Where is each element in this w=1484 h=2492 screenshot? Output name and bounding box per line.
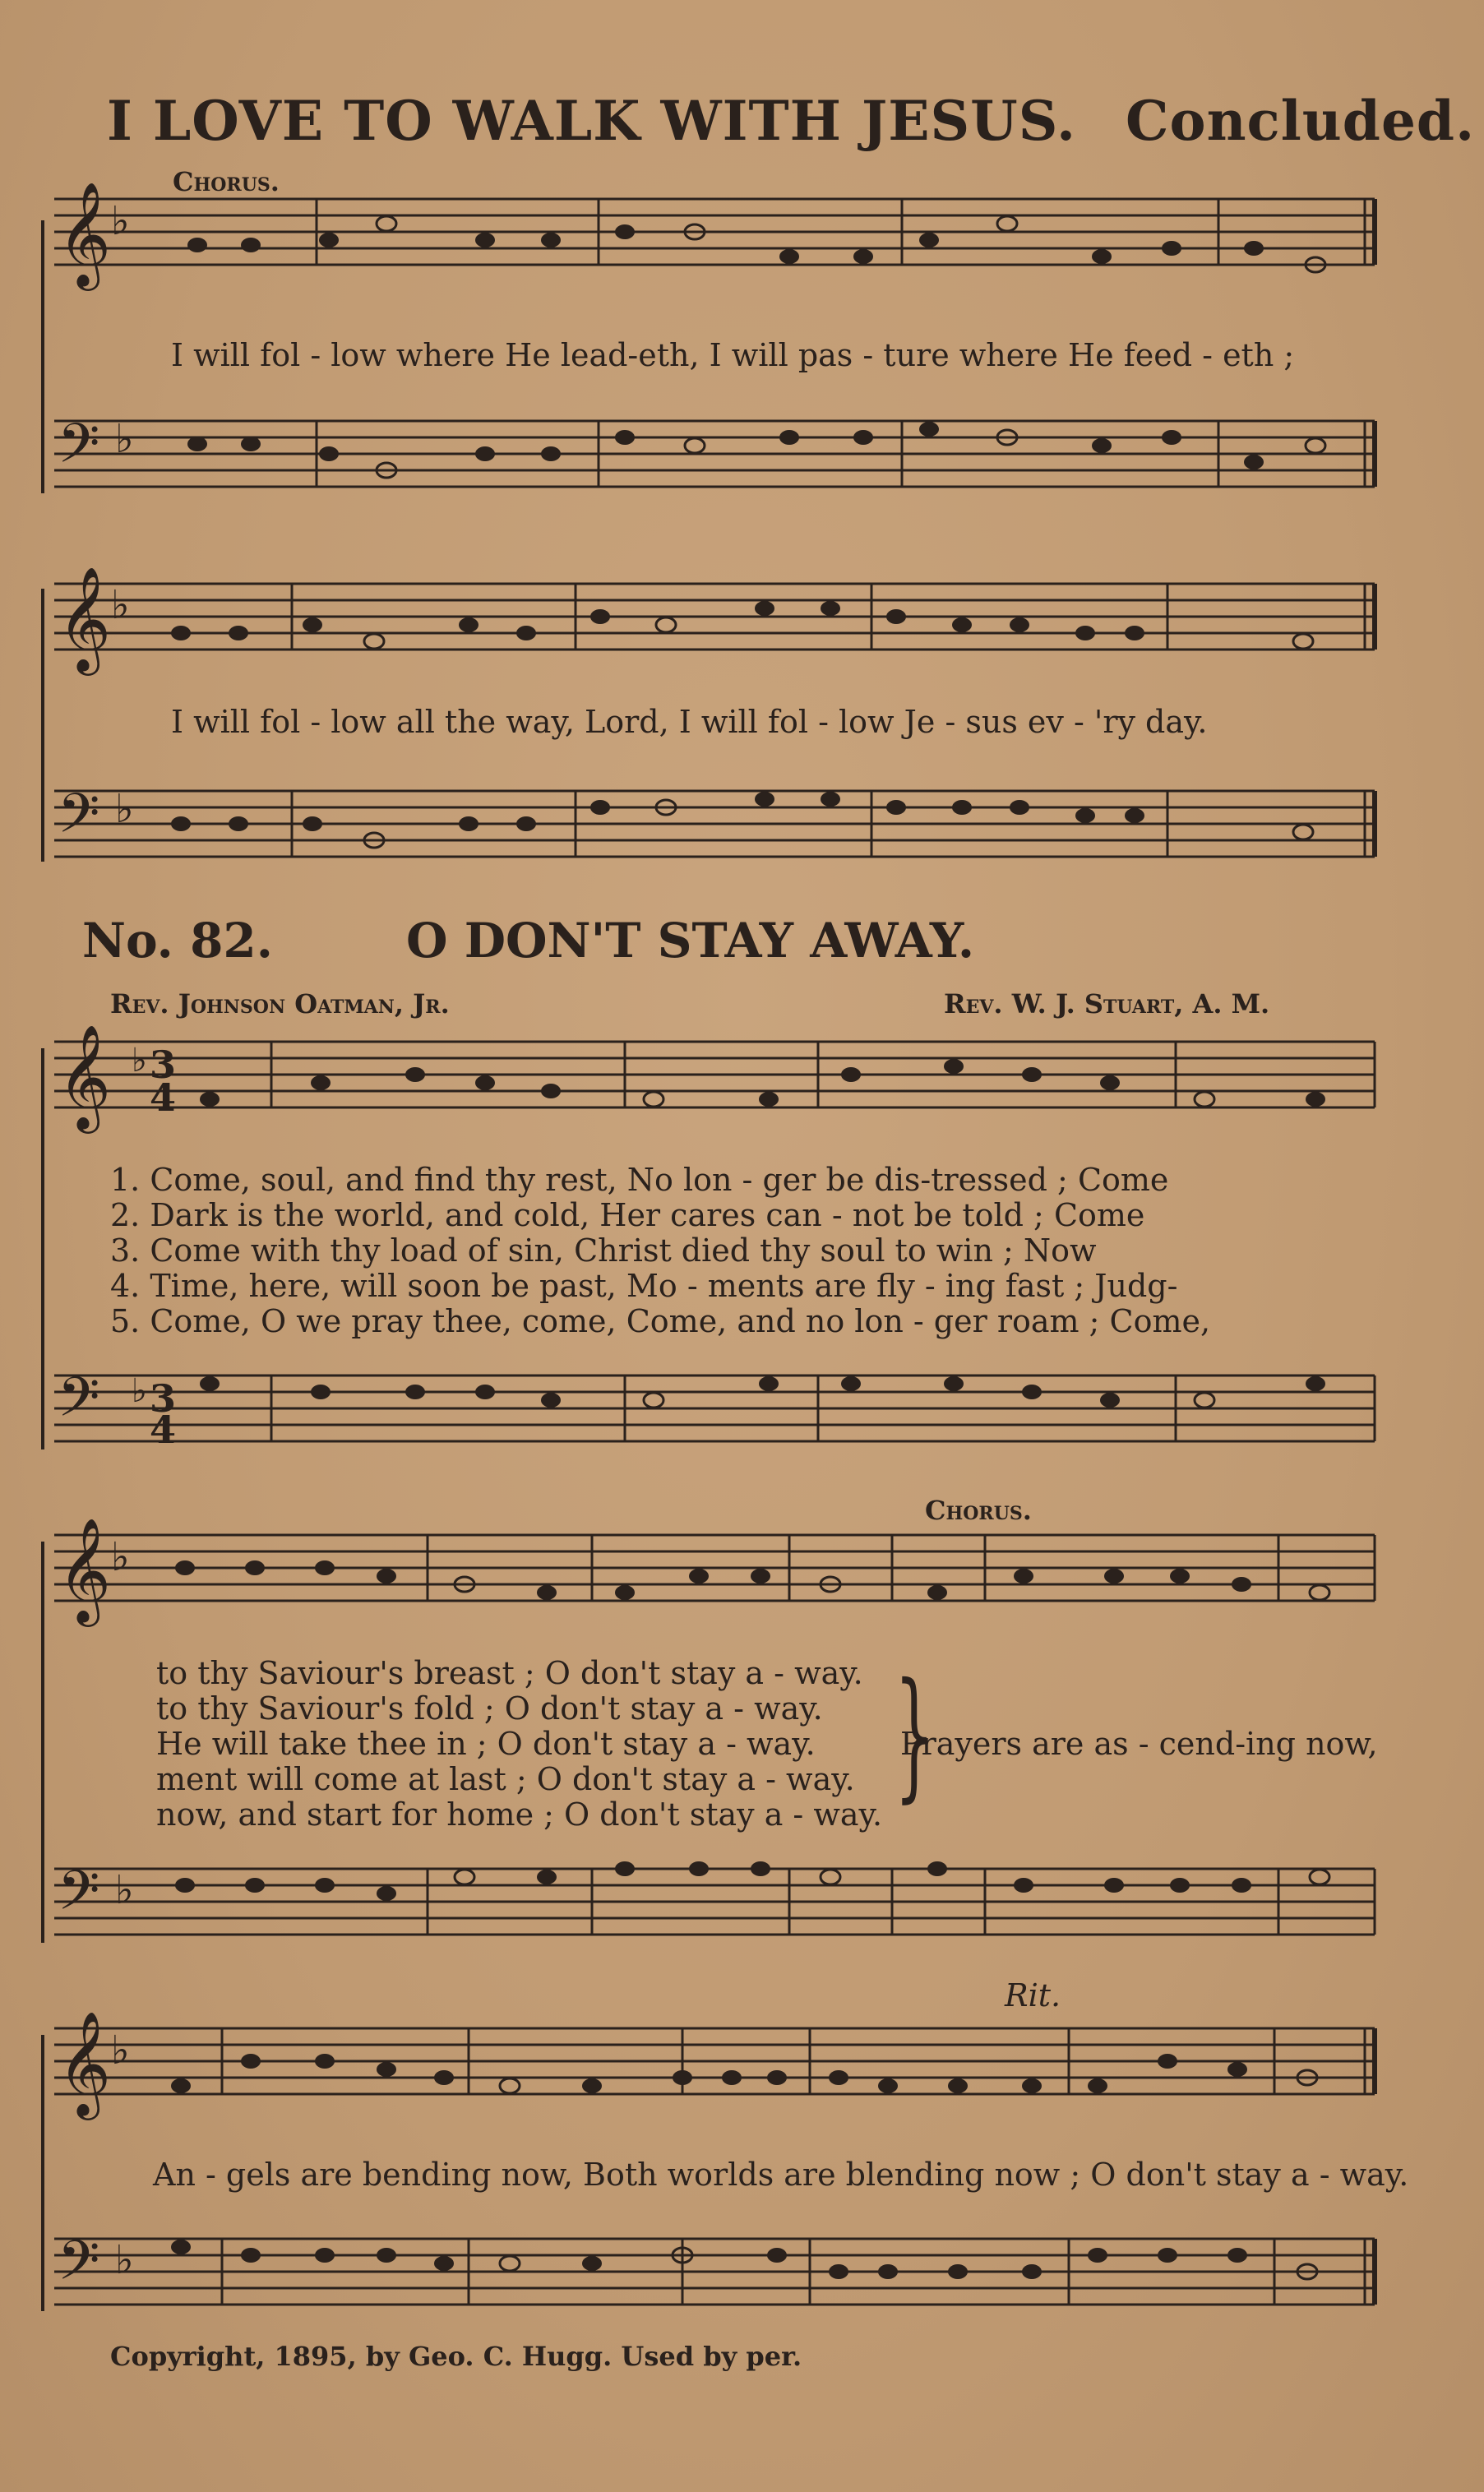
song2-rit-label: Rit. xyxy=(1005,1977,1061,2013)
song2-copyright: Copyright, 1895, by Geo. C. Hugg. Used by per. xyxy=(110,2341,802,2372)
song2-verse-4-part1: 4. Time, here, will soon be past, Mo - ments are fly - ing fast ; Judg- xyxy=(110,1268,1178,1304)
song1-lyric-line2: I will fol - low all the way, Lord, I will fol - low Je - sus ev - 'ry day. xyxy=(171,704,1208,740)
song2-title: O DON'T STAY AWAY. xyxy=(406,913,975,969)
song1-title-line xyxy=(107,89,1475,153)
svg-text:♭: ♭ xyxy=(111,1534,130,1580)
svg-text:♭: ♭ xyxy=(111,2027,130,2074)
song2-verse-1-part2: to thy Saviour's breast ; O don't stay a - way. xyxy=(156,1655,863,1691)
svg-text:𝄞: 𝄞 xyxy=(58,1024,112,1129)
svg-text:♭: ♭ xyxy=(132,1372,147,1410)
song2-verse-1-part1: 1. Come, soul, and find thy rest, No lon - ger be dis-tressed ; Come xyxy=(110,1162,1169,1198)
song2-chorus-label: Chorus. xyxy=(925,1495,1032,1526)
svg-text:𝄞: 𝄞 xyxy=(58,1517,112,1622)
song2-number: No. 82. xyxy=(82,913,273,969)
svg-text:♭: ♭ xyxy=(115,786,134,832)
svg-text:♭: ♭ xyxy=(115,2237,134,2283)
verses-brace: } xyxy=(894,1653,935,1816)
svg-text:♭: ♭ xyxy=(132,1042,147,1080)
svg-text:𝄞: 𝄞 xyxy=(58,181,112,286)
song1-lyric-line1: I will fol - low where He lead-eth, I will pas - ture where He feed - eth ; xyxy=(171,337,1295,373)
song2-composer: Rev. W. J. Stuart, A. M. xyxy=(944,988,1270,1019)
song1-title-suffix: Concluded. xyxy=(1126,89,1476,153)
svg-text:𝄢: 𝄢 xyxy=(58,2229,100,2305)
svg-text:𝄞: 𝄞 xyxy=(58,2010,112,2115)
svg-text:♭: ♭ xyxy=(115,416,134,462)
svg-text:𝄢: 𝄢 xyxy=(58,412,100,488)
svg-text:𝄞: 𝄞 xyxy=(58,566,112,671)
song2-verse-3-part2: He will take thee in ; O don't stay a - way. xyxy=(156,1726,816,1762)
song1-chorus-label: Chorus. xyxy=(173,166,280,197)
song2-time-bottom: 4 xyxy=(150,1075,177,1120)
song2-chorus-line2: An - gels are bending now, Both worlds are blending now ; O don't stay a - way. xyxy=(153,2157,1409,2193)
song2-verse-2-part1: 2. Dark is the world, and cold, Her cares can - not be told ; Come xyxy=(110,1197,1145,1233)
song2-bass-time-bottom: 4 xyxy=(150,1408,177,1452)
svg-text:♭: ♭ xyxy=(115,1867,134,1913)
svg-text:𝄢: 𝄢 xyxy=(58,1859,100,1935)
svg-text:♭: ♭ xyxy=(111,582,130,628)
song2-verse-4-part2: ment will come at last ; O don't stay a - way. xyxy=(156,1761,855,1797)
song2-bass-time-top: 3 xyxy=(150,1376,177,1421)
song2-time-top: 3 xyxy=(150,1043,177,1087)
song2-chorus-line1: Prayers are as - cend-ing now, xyxy=(900,1726,1378,1762)
svg-text:𝄢: 𝄢 xyxy=(58,782,100,858)
song2-verse-3-part1: 3. Come with thy load of sin, Christ died thy soul to win ; Now xyxy=(110,1232,1097,1269)
song2-verse-5-part1: 5. Come, O we pray thee, come, Come, and no lon - ger roam ; Come, xyxy=(110,1303,1211,1339)
song2-lyricist: Rev. Johnson Oatman, Jr. xyxy=(110,988,450,1019)
svg-text:♭: ♭ xyxy=(111,198,130,244)
song1-title: I LOVE TO WALK WITH JESUS. xyxy=(107,89,1077,153)
song2-verse-5-part2: now, and start for home ; O don't stay a - way. xyxy=(156,1796,883,1833)
svg-text:𝄢: 𝄢 xyxy=(58,1366,100,1442)
song2-verse-2-part2: to thy Saviour's fold ; O don't stay a - way. xyxy=(156,1690,823,1727)
